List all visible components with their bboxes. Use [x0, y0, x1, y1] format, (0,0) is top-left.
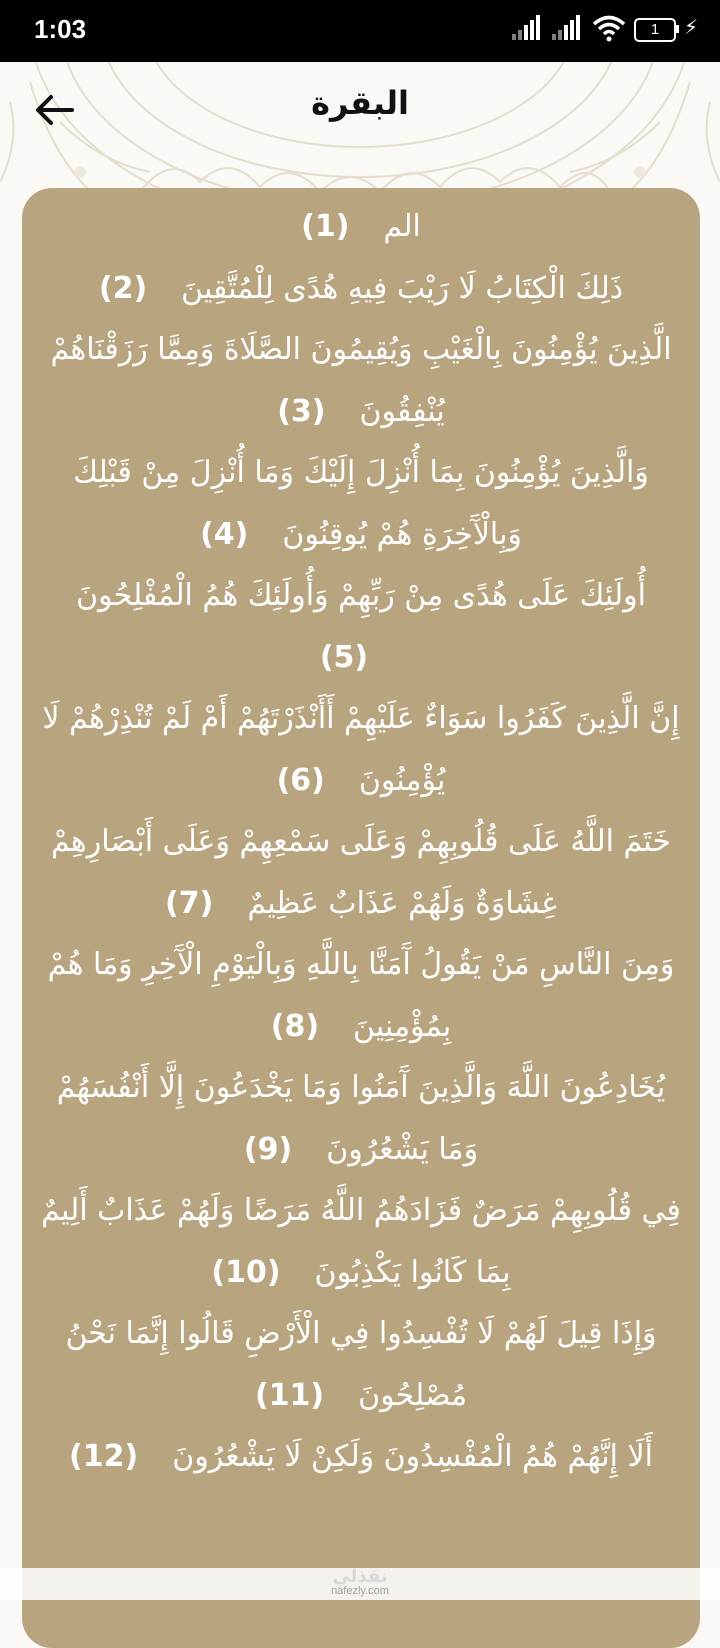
- verse-number: (6): [276, 762, 325, 798]
- verse-number: (3): [277, 393, 326, 429]
- signal-icon: [512, 14, 546, 40]
- verse-text: وَالَّذِينَ يُؤْمِنُونَ بِمَا أُنْزِلَ إِلَيْكَ وَمَا أُنْزِلَ مِنْ قَبْلِكَ وَبِالْآَخِرَةِ هُمْ يُوقِنُونَ: [73, 455, 649, 552]
- verse-number: (1): [301, 209, 350, 244]
- watermark: [0, 1568, 720, 1600]
- status-bar: [0, 0, 720, 62]
- verse-item: [38, 196, 684, 258]
- verse-number: (12): [69, 1439, 139, 1474]
- verse-item: [38, 1303, 684, 1426]
- top-app-bar: [0, 62, 720, 158]
- battery-icon: [634, 18, 676, 42]
- verse-number: (8): [270, 1008, 320, 1044]
- verse-item: [38, 1180, 684, 1303]
- verse-number: (2): [98, 270, 148, 306]
- battery-level: 1: [650, 21, 660, 38]
- verses-list: [38, 196, 684, 1488]
- verse-item: [38, 1057, 684, 1180]
- verse-text: وَإِذَا قِيلَ لَهُمْ لَا تُفْسِدُوا فِي الْأَرْضِ قَالُوا إِنَّمَا نَحْنُ مُصْلِحُونَ: [65, 1316, 657, 1413]
- verse-text: فِي قُلُوبِهِمْ مَرَضٌ فَزَادَهُمُ اللَّهُ مَرَضًا وَلَهُمْ عَذَابٌ أَلِيمٌ بِمَا كَانُوا يَكْذِبُونَ: [41, 1193, 681, 1290]
- verse-item: [38, 811, 684, 934]
- battery-tip: [676, 25, 679, 33]
- verse-item: [38, 319, 684, 442]
- verse-item: [38, 688, 684, 811]
- verse-item: [38, 258, 684, 320]
- verse-text: خَتَمَ اللَّهُ عَلَى قُلُوبِهِمْ وَعَلَى سَمْعِهِمْ وَعَلَى أَبْصَارِهِمْ غِشَاوَةٌ وَلَهُمْ عَذَابٌ عَظِيمٌ: [50, 824, 672, 921]
- signal-icon: [552, 14, 586, 40]
- verse-text: يُخَادِعُونَ اللَّهَ وَالَّذِينَ آَمَنُوا وَمَا يَخْدَعُونَ إِلَّا أَنْفُسَهُمْ وَمَا يَشْعُرُونَ: [56, 1070, 666, 1167]
- page-title: البقرة: [311, 84, 409, 122]
- verse-number: (7): [165, 885, 214, 921]
- verse-text: إِنَّ الَّذِينَ كَفَرُوا سَوَاءٌ عَلَيْهِمْ أَأَنْذَرْتَهُمْ أَمْ لَمْ تُنْذِرْهُمْ لَا يُؤْمِنُونَ: [42, 701, 680, 798]
- verses-card[interactable]: [22, 188, 700, 1648]
- verse-text: الم: [383, 209, 421, 244]
- status-icons: [512, 14, 699, 46]
- wifi-icon: [592, 14, 626, 42]
- verse-text: الَّذِينَ يُؤْمِنُونَ بِالْغَيْبِ وَيُقِيمُونَ الصَّلَاةَ وَمِمَّا رَزَقْنَاهُمْ يُنْفِقُونَ: [50, 332, 672, 429]
- verse-number: (9): [243, 1131, 293, 1167]
- verse-number: (10): [211, 1254, 281, 1290]
- watermark-latin: nafezly.com: [331, 1585, 389, 1597]
- verse-item: [38, 1426, 684, 1488]
- verse-item: [38, 934, 684, 1057]
- verse-text: ذَلِكَ الْكِتَابُ لَا رَيْبَ فِيهِ هُدًى لِلْمُتَّقِينَ: [181, 270, 624, 306]
- verse-text: وَمِنَ النَّاسِ مَنْ يَقُولُ آَمَنَّا بِاللَّهِ وَبِالْيَوْمِ الْآَخِرِ وَمَا هُمْ بِمُؤْمِنِينَ: [47, 947, 675, 1044]
- verse-number: (11): [254, 1377, 325, 1413]
- verse-item: [38, 565, 684, 688]
- status-time: 1:03: [34, 14, 87, 44]
- verse-text: أَلَا إِنَّهُمْ هُمُ الْمُفْسِدُونَ وَلَكِنْ لَا يَشْعُرُونَ: [172, 1439, 653, 1474]
- verse-text: أُولَئِكَ عَلَى هُدًى مِنْ رَبِّهِمْ وَأُولَئِكَ هُمُ الْمُفْلِحُونَ: [76, 578, 646, 613]
- verse-item: [38, 442, 684, 565]
- verse-number: (4): [200, 516, 249, 552]
- verse-number: (5): [319, 639, 369, 675]
- charging-icon: ⚡: [684, 15, 699, 39]
- watermark-arabic: نفذلي: [332, 1566, 388, 1587]
